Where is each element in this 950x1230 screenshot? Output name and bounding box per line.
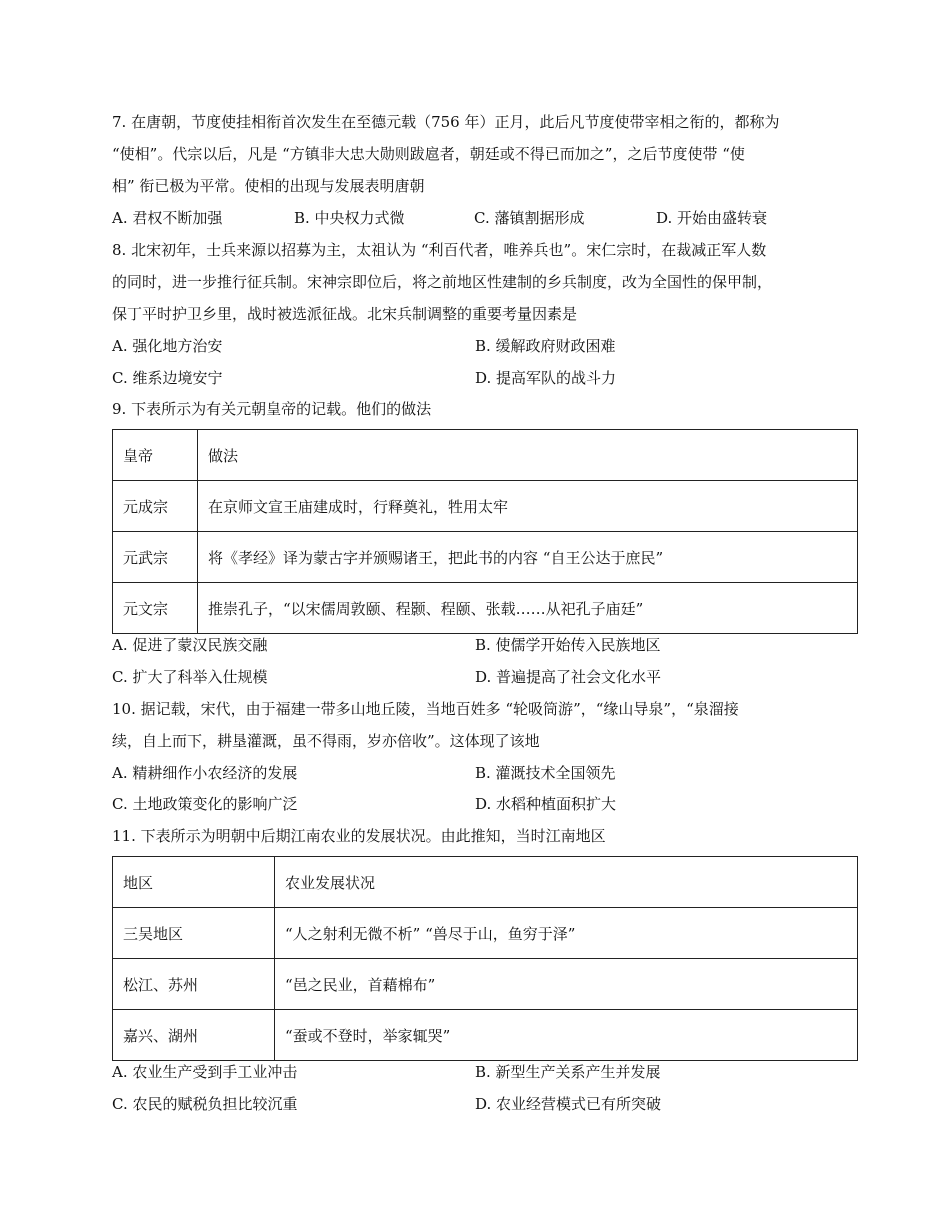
table-cell: 地区 — [113, 857, 275, 908]
q8-option-a: A. 强化地方治安 — [112, 337, 223, 355]
table-cell: “人之射利无微不析” “兽尽于山，鱼穷于泽” — [275, 908, 858, 959]
q11-option-b: B. 新型生产关系产生并发展 — [475, 1063, 661, 1081]
q8-option-c: C. 维系边境安宁 — [112, 369, 223, 387]
table-cell: 元文宗 — [113, 583, 198, 634]
table-cell: 松江、苏州 — [113, 959, 275, 1010]
q10-option-a: A. 精耕细作小农经济的发展 — [112, 764, 298, 782]
q9-table — [112, 429, 858, 634]
q9-option-d: D. 普遍提高了社会文化水平 — [475, 668, 662, 686]
q7-stem-line-2: “使相”。代宗以后，凡是 “方镇非大忠大勋则跋扈者，朝廷或不得已而加之”，之后节度使带 “使 — [112, 145, 745, 163]
q7-option-d: D. 开始由盛转衰 — [656, 209, 768, 227]
table-row — [113, 908, 858, 959]
q10-stem-line-1: 10. 据记载，宋代，由于福建一带多山地丘陵，当地百姓多 “轮吸筒游”，“缘山导泉”，“泉溜接 — [112, 700, 739, 718]
q10-option-d: D. 水稻种植面积扩大 — [475, 795, 617, 813]
q7-stem-line-3: 相” 衔已极为平常。使相的出现与发展表明唐朝 — [112, 177, 425, 195]
table-cell: 在京师文宣王庙建成时，行释奠礼，牲用太牢 — [198, 481, 858, 532]
table-cell: 嘉兴、湖州 — [113, 1010, 275, 1061]
table-cell: 元成宗 — [113, 481, 198, 532]
q11-option-c: C. 农民的赋税负担比较沉重 — [112, 1095, 298, 1113]
q8-option-d: D. 提高军队的战斗力 — [475, 369, 617, 387]
q8-stem-line-2: 的同时，进一步推行征兵制。宋神宗即位后，将之前地区性建制的乡兵制度，改为全国性的保甲制， — [112, 273, 773, 291]
table-row — [113, 532, 858, 583]
q9-option-b: B. 使儒学开始传入民族地区 — [475, 636, 661, 654]
table-cell: 农业发展状况 — [275, 857, 858, 908]
q11-option-d: D. 农业经营模式已有所突破 — [475, 1095, 662, 1113]
q9-option-a: A. 促进了蒙汉民族交融 — [112, 636, 268, 654]
q7-option-c: C. 藩镇割据形成 — [474, 209, 585, 227]
q7-stem-line-1: 7. 在唐朝，节度使挂相衔首次发生在至德元载（756 年）正月，此后凡节度使带宰相之衔的，都称为 — [112, 113, 780, 131]
q8-stem-line-3: 保丁平时护卫乡里，战时被选派征战。北宋兵制调整的重要考量因素是 — [112, 305, 578, 323]
q10-option-c: C. 土地政策变化的影响广泛 — [112, 795, 298, 813]
q10-option-b: B. 灌溉技术全国领先 — [475, 764, 616, 782]
table-row — [113, 583, 858, 634]
table-row — [113, 481, 858, 532]
q10-stem-line-2: 续，自上而下，耕垦灌溉，虽不得雨，岁亦倍收”。这体现了该地 — [112, 732, 540, 750]
table-row — [113, 1010, 858, 1061]
table-row — [113, 430, 858, 481]
q8-option-b: B. 缓解政府财政困难 — [475, 337, 616, 355]
q11-option-a: A. 农业生产受到手工业冲击 — [112, 1063, 298, 1081]
table-cell: 做法 — [198, 430, 858, 481]
q9-stem: 9. 下表所示为有关元朝皇帝的记载。他们的做法 — [112, 400, 432, 418]
table-cell: 将《孝经》译为蒙古字并颁赐诸王，把此书的内容 “自王公达于庶民” — [198, 532, 858, 583]
q9-option-c: C. 扩大了科举入仕规模 — [112, 668, 268, 686]
table-row — [113, 857, 858, 908]
table-cell: “蚕或不登时，举家辄哭” — [275, 1010, 858, 1061]
q11-table — [112, 856, 858, 1061]
q7-option-a: A. 君权不断加强 — [112, 209, 223, 227]
table-cell: 元武宗 — [113, 532, 198, 583]
table-row — [113, 959, 858, 1010]
table-cell: 推崇孔子，“以宋儒周敦颐、程颢、程颐、张载……从祀孔子庙廷” — [198, 583, 858, 634]
table-cell: 三吴地区 — [113, 908, 275, 959]
q11-stem: 11. 下表所示为明朝中后期江南农业的发展状况。由此推知，当时江南地区 — [112, 827, 606, 845]
q7-option-b: B. 中央权力式微 — [294, 209, 405, 227]
table-cell: “邑之民业，首藉棉布” — [275, 959, 858, 1010]
q8-stem-line-1: 8. 北宋初年，士兵来源以招募为主，太祖认为 “利百代者，唯养兵也”。宋仁宗时，在裁减正军人数 — [112, 241, 767, 259]
table-cell: 皇帝 — [113, 430, 198, 481]
